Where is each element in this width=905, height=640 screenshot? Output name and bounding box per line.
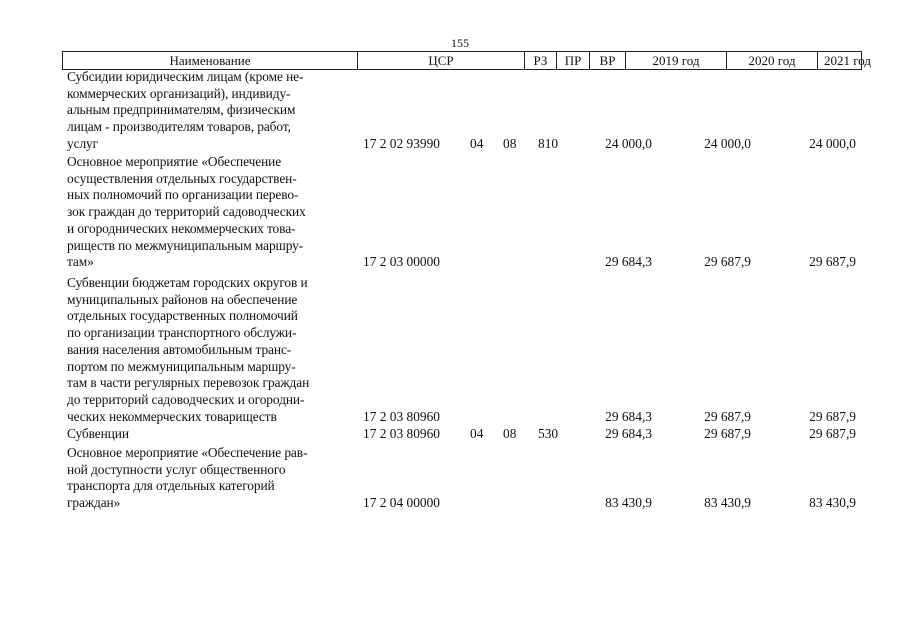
header-2021: 2021 год	[817, 52, 861, 69]
row-name-line: Основное мероприятие «Обеспечение	[67, 154, 282, 169]
cell-rz: 04	[470, 135, 484, 151]
row-name-line: муниципальных районов на обеспечение	[67, 291, 298, 307]
row-name-line: ной доступности услуг общественного	[67, 461, 286, 477]
row-name	[67, 69, 345, 153]
row-name-line: отдельных государственных полномочий	[67, 308, 298, 324]
row-name	[67, 154, 345, 271]
cell-y2021: 29 687,9	[809, 426, 856, 441]
row-name-line: Субвенции	[67, 426, 129, 441]
header-csr: ЦСР	[357, 52, 524, 69]
row-name-line: там»	[67, 254, 94, 270]
row-name-line: по организации транспортного обслужи-	[67, 325, 297, 341]
cell-vr: 530	[538, 426, 559, 441]
row-name-line: ческих некоммерческих товариществ	[67, 408, 277, 424]
row-name-line: и огороднических некоммерческих това-	[67, 220, 296, 236]
row-name-line: граждан»	[67, 495, 121, 511]
cell-csr: 17 2 03 80960	[363, 408, 440, 424]
row-name-line: портом по межмуниципальным маршру-	[67, 358, 296, 374]
row-name	[67, 445, 345, 512]
row-name	[67, 426, 345, 443]
cell-csr: 17 2 02 93990	[363, 135, 440, 151]
cell-rz: 04	[470, 426, 484, 441]
cell-vr: 810	[538, 135, 559, 151]
cell-y2019: 24 000,0	[605, 135, 652, 151]
row-name-line: риществ по межмуниципальным маршру-	[67, 237, 304, 253]
cell-y2020: 24 000,0	[704, 135, 751, 151]
page-number: 155	[451, 36, 469, 50]
cell-y2019: 83 430,9	[605, 495, 652, 511]
row-name-line: коммерческих организаций), индивиду-	[67, 85, 291, 101]
row-name-line: Субсидии юридическим лицам (кроме не-	[67, 69, 304, 84]
cell-y2021: 24 000,0	[809, 135, 856, 151]
row-name-line: вания населения автомобильным транс-	[67, 341, 292, 357]
row-name-line: лицам - производителям товаров, работ,	[67, 119, 291, 135]
row-name	[67, 275, 345, 425]
header-2020: 2020 год	[726, 52, 817, 69]
header-name: Наименование	[169, 53, 251, 68]
row-name-line: ных полномочий по организации перево-	[67, 187, 299, 203]
cell-y2019: 29 684,3	[605, 408, 652, 424]
row-name-line: альным предпринимателям, физическим	[67, 102, 296, 118]
row-name-line: там в части регулярных перевозок граждан	[67, 375, 310, 391]
cell-csr: 17 2 03 80960	[363, 426, 440, 441]
row-name-line: до территорий садоводческих и огородни-	[67, 391, 305, 407]
cell-y2020: 29 687,9	[704, 408, 751, 424]
table-header	[62, 51, 871, 70]
header-pr: ПР	[556, 52, 589, 69]
cell-y2019: 29 684,3	[605, 254, 652, 270]
cell-y2019: 29 684,3	[605, 426, 652, 441]
row-name-line: Основное мероприятие «Обеспечение рав-	[67, 445, 308, 460]
row-name-line: осуществления отдельных государствен-	[67, 170, 297, 186]
cell-y2021: 29 687,9	[809, 254, 856, 270]
cell-csr: 17 2 03 00000	[363, 254, 440, 270]
cell-y2021: 29 687,9	[809, 408, 856, 424]
row-name-line: зок граждан до территорий садоводческих	[67, 204, 306, 220]
cell-pr: 08	[503, 426, 517, 441]
header-2019: 2019 год	[625, 52, 726, 69]
cell-y2020: 83 430,9	[704, 495, 751, 511]
cell-y2021: 83 430,9	[809, 495, 856, 511]
cell-pr: 08	[503, 135, 517, 151]
row-name-line: услуг	[67, 135, 99, 151]
header-rz: РЗ	[524, 52, 556, 69]
cell-csr: 17 2 04 00000	[363, 495, 440, 511]
row-name-line: Субвенции бюджетам городских округов и	[67, 275, 308, 290]
cell-y2020: 29 687,9	[704, 254, 751, 270]
row-name-line: транспорта для отдельных категорий	[67, 478, 275, 494]
cell-y2020: 29 687,9	[704, 426, 751, 441]
header-vr: ВР	[589, 52, 625, 69]
